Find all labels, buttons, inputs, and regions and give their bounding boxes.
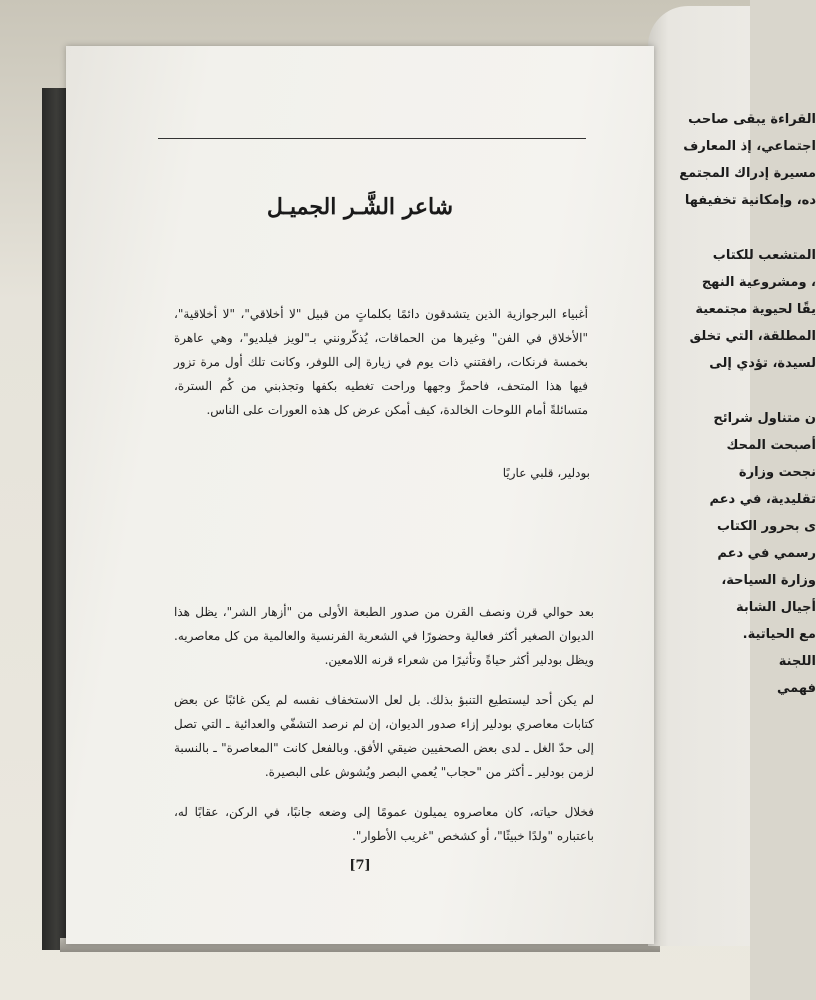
facing-line: نجحت وزارة [738, 465, 816, 480]
facing-gap [656, 214, 816, 242]
facing-line: مسيرة إدراك المجتمع [679, 166, 816, 181]
epigraph-quote: أغبياء البرجوازية الذين يتشدقون دائمًا بكلماتٍ من قبيل "لا أخلاقي"، "لا أخلاقية"، "الأخلاق في الفن" وغيرها من الحماقات، يُذكّرونني بـ"لويز فيلديو"، وهي عاهرة بخمسة فرنكات، رافقتني ذات يوم في زيارة إلى اللوفر، وكانت تلك أول مرة تزور فيها هذا المتحف، فاحمرَّ وجهها وراحت تغطيه بكفها وتجذبني من كُم السترة، متسائلةً أمام اللوحات الخالدة، كيف أمكن عرض كل هذه العورات على الناس. [174, 307, 588, 417]
facing-line: المطلقة، التي تخلق [689, 329, 816, 344]
header-rule [158, 138, 586, 139]
facing-line: ده، وإمكانية تخفيفها [684, 193, 816, 208]
paragraph: لم يكن أحد ليستطيع التنبؤ بذلك. بل لعل الاستخفاف نفسه لم يكن غائبًا عن بعض كتابات معاصري بودلير إزاء صدور الديوان، إن لم نرصد التشفّي والعدائية ـ التي تصل إلى حدّ الغل ـ لدى بعض الصحفيين ضيقي الأفق. وبالفعل كانت "المعاصرة" ـ بالنسبة لزمن بودلير ـ أكثر من "حجاب" يُعمي البصر ويُشوش على البصيرة. [174, 693, 594, 779]
paragraph: بعد حوالي قرن ونصف القرن من صدور الطبعة الأولى من "أزهار الشر"، يظل هذا الديوان الصغير أكثر فعالية وحضورًا في الشعرية الفرنسية والعالمية من كل معاصريه. ويظل بودلير أكثر حياةً وتأثيرًا من شعراء قرنه اللامعين. [174, 605, 594, 667]
facing-line: لسيدة، تؤدي إلى [709, 356, 816, 371]
chapter-title: شاعر الشَّـر الجميـل [266, 194, 454, 220]
facing-line: رسمي في دعم [717, 546, 816, 561]
facing-line: فهمي [777, 681, 816, 696]
page-number: [7] [349, 858, 371, 873]
facing-line: ، ومشروعية النهج [701, 275, 816, 290]
facing-line: ى بحرور الكتاب [716, 519, 816, 534]
facing-page-text [656, 106, 816, 702]
paragraph: فخلال حياته، كان معاصروه يميلون عمومًا إلى وضعه جانبًا، في الركن، عقابًا له، باعتباره "ولدًا خبيثًا"، أو كشخص "غريب الأطوار". [174, 805, 594, 843]
epigraph-source: بودلير، قلبي عاريًا [502, 466, 590, 480]
facing-line: اللجنة [778, 654, 816, 669]
facing-line: أجيال الشابة [735, 600, 816, 615]
book-page [66, 46, 654, 944]
facing-gap [656, 377, 816, 405]
facing-line: تقليدية، في دعم [709, 492, 816, 507]
facing-line: اجتماعي، إذ المعارف [683, 139, 816, 154]
facing-line: أصبحت المحك [726, 438, 816, 453]
facing-line: القراءة يبقى صاحب [688, 112, 816, 127]
body-text [174, 600, 594, 864]
facing-line: المتشعب للكتاب [712, 248, 816, 263]
facing-line: ن متناول شرائح [713, 411, 816, 426]
facing-line: مع الحياتية. [742, 627, 816, 642]
facing-page [648, 6, 816, 946]
facing-line: يقًا لحيوية مجتمعية [695, 302, 816, 317]
facing-line: وزارة السياحة، [721, 573, 816, 588]
